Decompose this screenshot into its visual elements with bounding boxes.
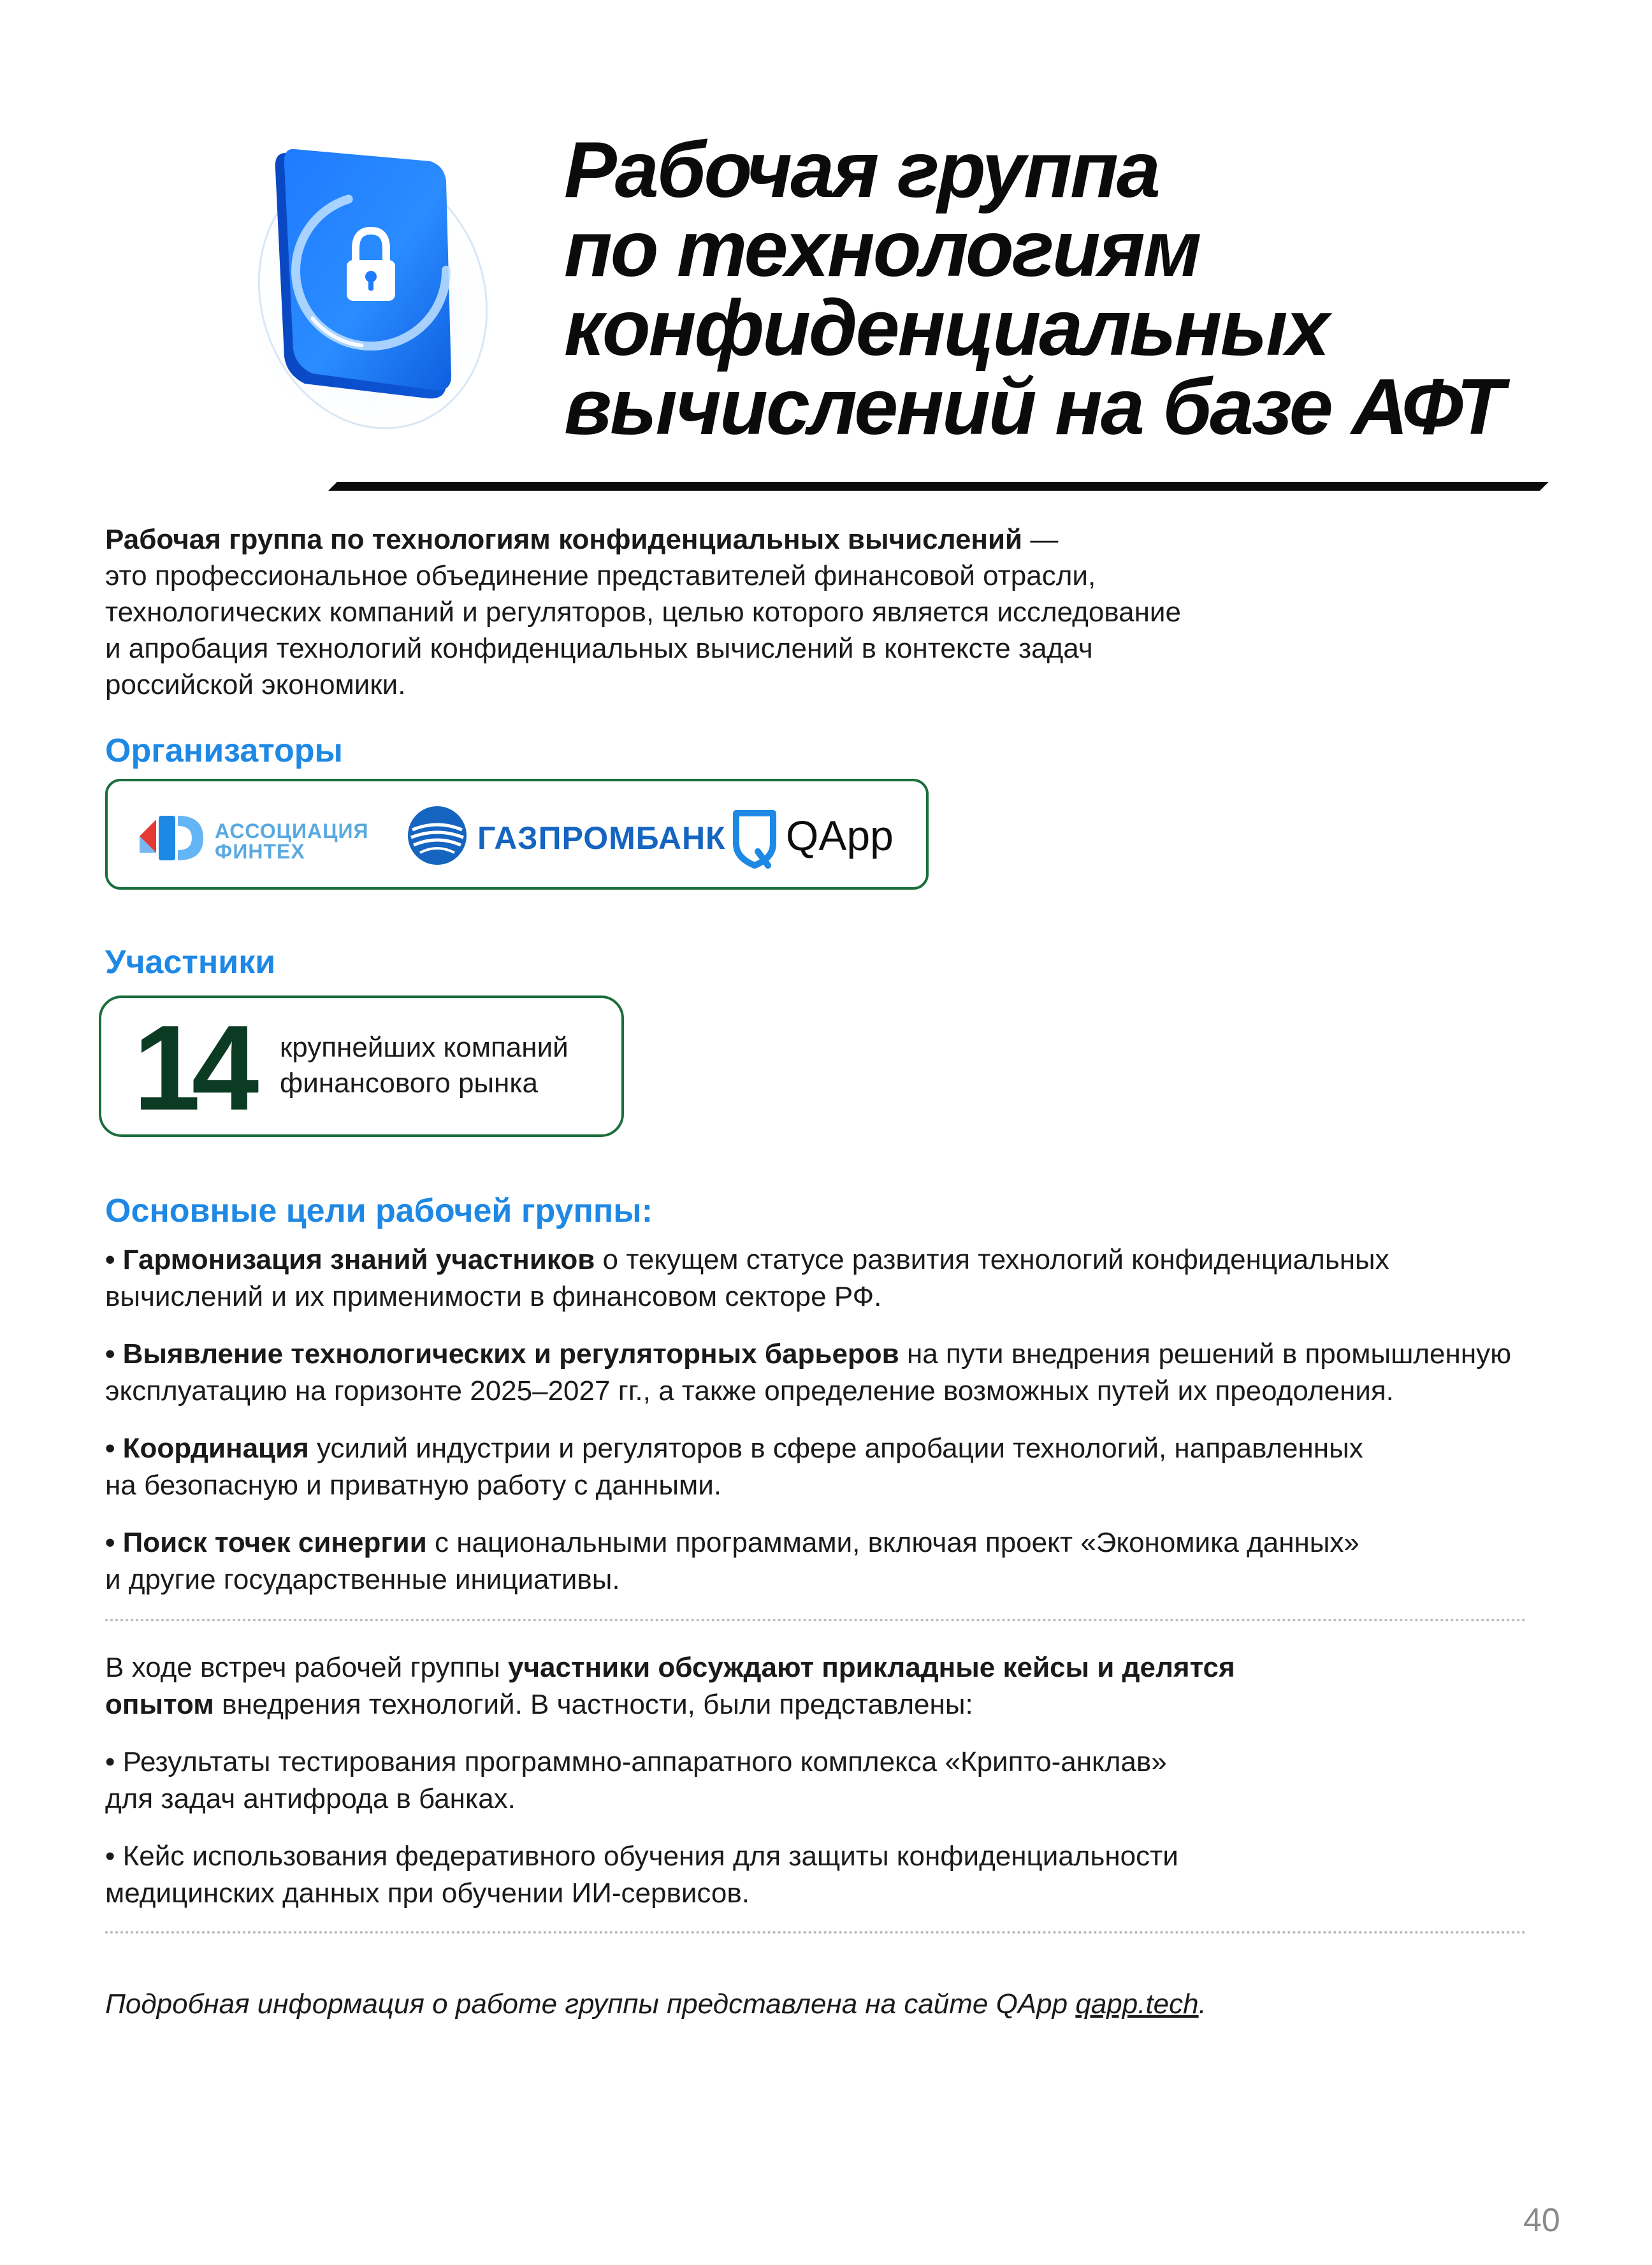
footer-note-text: Подробная информация о работе группы представлена на сайте QApp	[105, 1988, 1076, 2020]
goals-heading: Основные цели рабочей группы:	[105, 1192, 653, 1229]
footer-note-tail: .	[1198, 1988, 1206, 2020]
page-title	[564, 126, 1558, 451]
goal-item-bold: • Гармонизация знаний участников	[105, 1244, 595, 1275]
goal-item-bold: • Координация	[105, 1433, 309, 1464]
goal-item-text: с национальными программами, включая проект «Экономика данных»	[426, 1527, 1359, 1558]
participants-heading: Участники	[105, 944, 276, 981]
intro-line: это профессиональное объединение представителей финансовой отрасли,	[105, 560, 1096, 591]
fintech-mark-icon	[133, 811, 207, 864]
fintech-line2: ФИНТЕХ	[215, 840, 305, 863]
organizers-heading: Организаторы	[105, 732, 343, 769]
qapp-site-link[interactable]: qapp.tech	[1075, 1988, 1199, 2020]
goal-item-text: и другие государственные инициативы.	[105, 1564, 620, 1595]
case-item-text: для задач антифрода в банках.	[105, 1783, 516, 1814]
title-line: конфиденциальных	[564, 284, 1328, 372]
goal-item-text: усилий индустрии и регуляторов в сфере апробации технологий, направленных	[308, 1433, 1363, 1464]
title-line: по технологиям	[564, 205, 1200, 293]
goal-item-text: на безопасную и приватную работу с данными.	[105, 1470, 722, 1501]
section-divider	[105, 1931, 1526, 1934]
gazprombank-globe-icon	[406, 804, 468, 867]
organizers-card	[105, 779, 929, 890]
intro-paragraph	[105, 521, 1316, 703]
meetings-bold: участники обсуждают прикладные кейсы и делятся	[507, 1652, 1235, 1683]
goal-item-text: эксплуатацию на горизонте 2025–2027 гг., а также определение возможных путей их преодоления.	[105, 1375, 1394, 1407]
intro-dash: —	[1022, 524, 1059, 555]
case-item	[105, 1744, 1546, 1818]
goal-item-text: на пути внедрения решений в промышленную	[899, 1338, 1512, 1370]
title-line: Рабочая группа	[564, 126, 1159, 214]
lock-shield-icon	[236, 134, 504, 433]
gazprombank-wordmark: ГАЗПРОМБАНК	[477, 820, 726, 856]
meetings-paragraph	[105, 1649, 1546, 1723]
goal-item	[105, 1241, 1546, 1315]
participants-caption-line: крупнейших компаний	[280, 1032, 569, 1063]
goal-item	[105, 1336, 1546, 1410]
title-underline	[328, 482, 1549, 491]
title-line: вычислений на базе АФТ	[564, 363, 1503, 451]
intro-line: и апробация технологий конфиденциальных вычислений в контексте задач	[105, 633, 1093, 664]
participants-caption-line: финансового рынка	[280, 1067, 539, 1099]
section-divider	[105, 1619, 1526, 1621]
goal-item-bold: • Выявление технологических и регуляторных барьеров	[105, 1338, 899, 1370]
intro-bold-lead: Рабочая группа по технологиям конфиденциальных вычислений	[105, 524, 1023, 555]
intro-line: российской экономики.	[105, 669, 406, 700]
meetings-text: внедрения технологий. В частности, были представлены:	[214, 1689, 973, 1720]
meetings-text: В ходе встреч рабочей группы	[105, 1652, 508, 1683]
goal-item-text: о текущем статусе развития технологий конфиденциальных	[595, 1244, 1389, 1275]
gazprombank-logo	[406, 804, 726, 868]
meetings-bold: опытом	[105, 1689, 214, 1720]
goal-item-text: вычислений и их применимости в финансовом секторе РФ.	[105, 1281, 882, 1312]
fintech-line1: АССОЦИАЦИЯ	[215, 820, 369, 843]
qapp-shield-icon	[732, 807, 777, 871]
fintech-association-logo	[133, 807, 375, 864]
goal-item	[105, 1524, 1546, 1598]
case-item-text: • Кейс использования федеративного обучения для защиты конфиденциальности	[105, 1841, 1178, 1872]
qapp-logo	[732, 807, 898, 871]
goal-item-bold: • Поиск точек синергии	[105, 1527, 427, 1558]
qapp-wordmark: QApp	[786, 812, 894, 859]
footer-note	[105, 1986, 1206, 2023]
intro-line: технологических компаний и регуляторов, целью которого является исследование	[105, 597, 1181, 628]
case-item-text: • Результаты тестирования программно-аппаратного комплекса «Крипто-анклав»	[105, 1746, 1167, 1777]
page-number: 40	[1523, 2202, 1560, 2239]
case-item-text: медицинских данных при обучении ИИ-сервисов.	[105, 1878, 750, 1909]
participants-caption	[280, 1030, 569, 1101]
goal-item	[105, 1430, 1546, 1504]
participants-card	[99, 995, 624, 1137]
case-item	[105, 1838, 1546, 1912]
participants-count: 14	[133, 1001, 250, 1136]
